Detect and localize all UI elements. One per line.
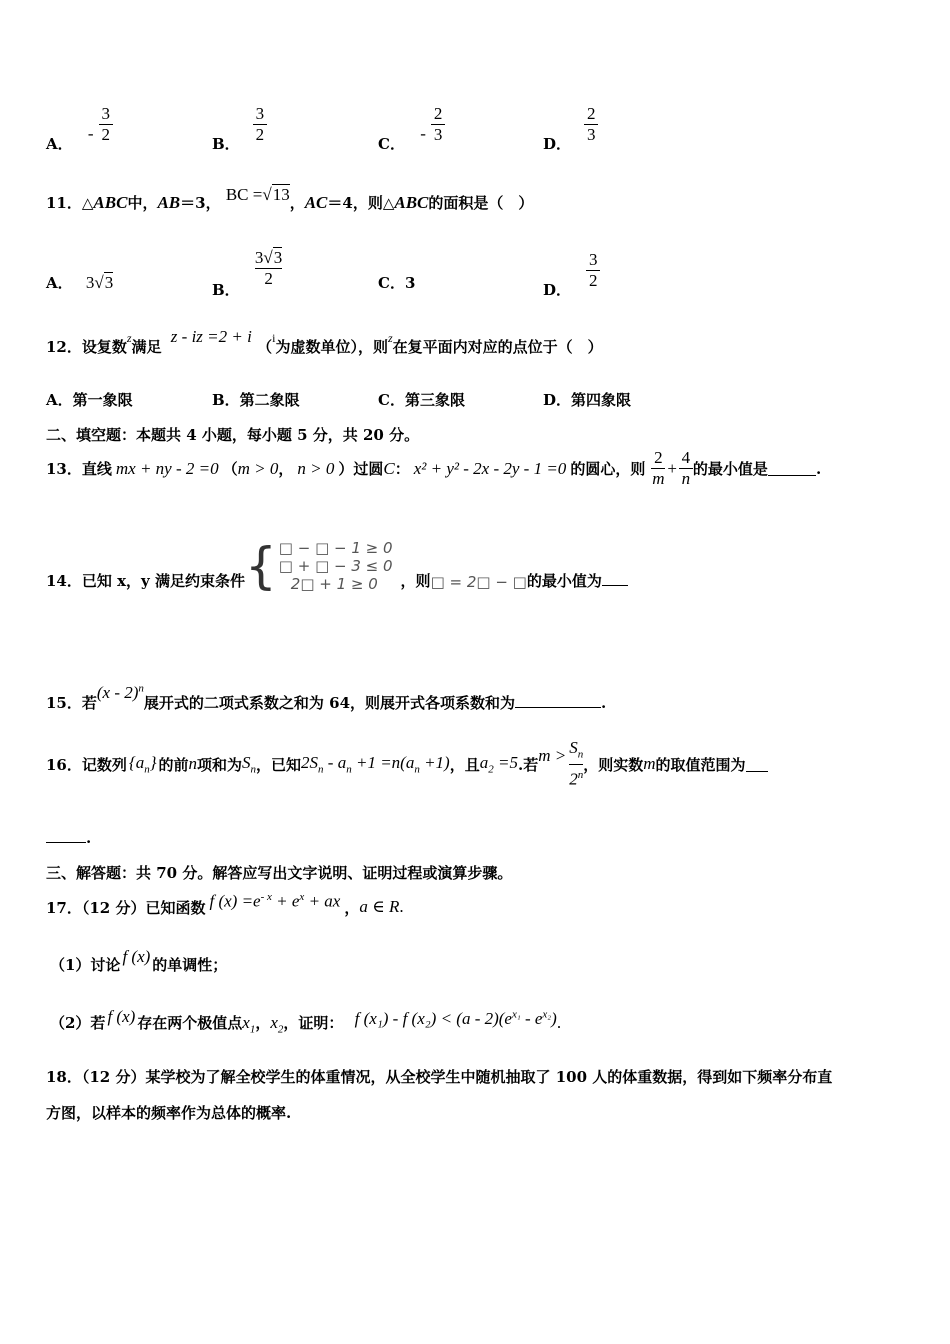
answer-blank[interactable] (746, 757, 768, 772)
answer-blank[interactable] (602, 571, 628, 586)
question-18-line-2: 方图，以样本的频率作为总体的概率. (46, 1104, 292, 1122)
section-2-heading: 二、填空题：本题共 4 小题，每小题 5 分，共 20 分。 (46, 426, 420, 444)
section-3-heading: 三、解答题：共 70 分。解答应写出文字说明、证明过程或演算步骤。 (46, 864, 513, 882)
q12-option-b: B．第二象限 (212, 391, 300, 409)
q12-option-c: C．第三象限 (378, 391, 465, 409)
fraction: $\frac{2}{3}$ (584, 104, 598, 145)
fraction: $\frac{3}{2}$ (99, 104, 113, 145)
fraction: $\frac{2}{3}$ (431, 104, 445, 145)
question-16-continuation: . (46, 828, 91, 847)
q12-option-a: A．第一象限 (46, 391, 133, 409)
question-11: 11．△ABC中，AB＝3， BC =√13，AC＝4，则△ABC的面积是（ ） (46, 185, 534, 212)
q10-option-c: C． - $\frac{2}{3}$ (378, 104, 445, 145)
question-17: 17．（12 分）已知函数 f $(x) =e^{- x} + e^x$ + ax ， a ∈ R . (46, 890, 404, 917)
q11-option-d: D． $\frac{3}{2}$ (543, 250, 600, 291)
question-16: 16．记数列 $\{a_n\}$ 的前 n 项和为 $S_n$ ，已知 $2S_n - a_n +1 =n(a_n +1)$ ，且 $a_2 =5$ .若 m > $\frac{S_n}{2^n}$ ，则实数 m 的取值范围为 (46, 742, 768, 786)
q11-option-c: C．3 (378, 274, 416, 292)
q11-option-a: A． 3√3 (46, 273, 114, 292)
q12-option-d: D．第四象限 (543, 391, 632, 409)
question-17-part-1: （1）讨论 f (x) 的单调性； (50, 947, 228, 974)
answer-blank[interactable] (515, 693, 601, 708)
q10-option-d: D． $\frac{2}{3}$ (543, 104, 598, 145)
answer-blank[interactable] (768, 461, 816, 476)
fraction: $\frac{3}{2}$ (253, 104, 267, 145)
q10-option-a: A． - $\frac{3}{2}$ (46, 104, 113, 145)
question-17-part-2: （2）若 f (x) 存在两个极值点$x_1$，$x_2$，证明： f (x₁) - f $(x_2) < (a - 2)(e^{x_1} - e^{x_2})$. (50, 1007, 562, 1036)
answer-blank[interactable] (46, 828, 86, 843)
question-12: 12．设复数$^z$满足 z - iz =2 + i （$^i$为虚数单位），则$^z$在复平面内对应的点位于（ ） (46, 327, 603, 356)
constraint-system: { □ − □ − 1 ≥ 0 □ + □ − 3 ≤ 0 2□ + 1 ≥ 0 (244, 537, 393, 595)
question-13: 13．直线 mx + ny - 2 =0 （ m > 0 ， n > 0 ）过圆 C ： x² + y² - 2x - 2y - 1 =0 的圆心，则 $\frac{2}{m}$ + $\frac{4}{n}$ 的最小值是 . (46, 448, 822, 488)
q11-option-b: B． $\frac{3√3}{2}$ (212, 248, 283, 299)
question-14: 14．已知 x，y 满足约束条件 { □ − □ − 1 ≥ 0 □ + □ − 3 ≤ 0 2□ + 1 ≥ 0 ，则□ = 2□ − □的最小值为 (46, 536, 628, 596)
question-18-line-1: 18．（12 分）某学校为了解全校学生的体重情况，从全校学生中随机抽取了 100 人的体重数据，得到如下频率分布直 (46, 1068, 833, 1086)
question-15: 15．若(x - 2)$^n$展开式的二项式系数之和为 64，则展开式各项系数和为 . (46, 682, 607, 712)
q10-option-b: B． $\frac{3}{2}$ (212, 104, 267, 145)
